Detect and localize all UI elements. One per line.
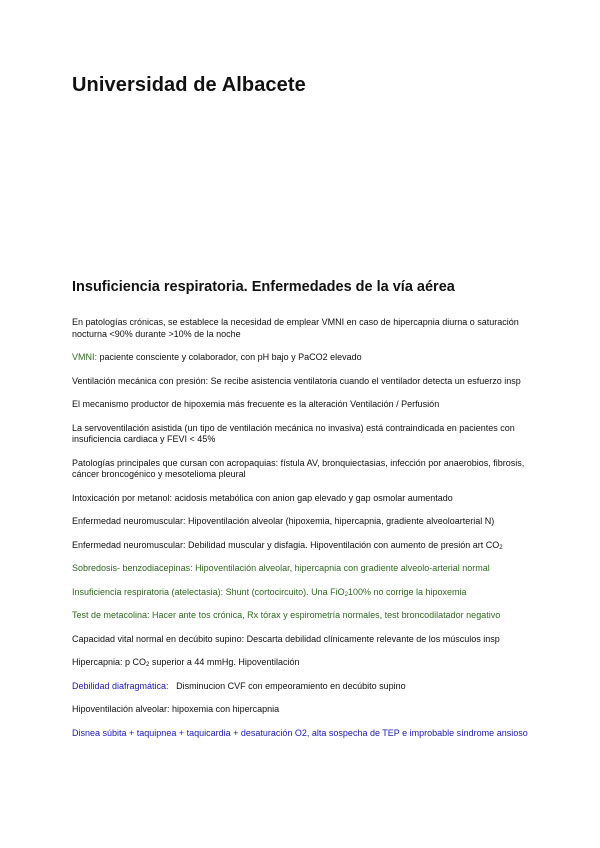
note-6: Patologías principales que cursan con acropaquias: fístula AV, bronquiectasias, infección por anaerobios, fibrosis, cáncer broncogénico y mesotelioma pleural xyxy=(72,457,525,479)
note-8: Enfermedad neuromuscular: Hipoventilación alveolar (hipoxemia, hipercapnia, gradiente alveoloarterial N) xyxy=(72,516,495,526)
note-9 xyxy=(72,540,532,552)
note-14-text-b: superior a 44 mmHg. Hipoventilación xyxy=(149,657,300,667)
note-9-subscript: 2 xyxy=(499,544,503,551)
note-2 xyxy=(72,352,532,364)
note-15-label: Debilidad diafragmática: xyxy=(72,680,169,691)
note-11 xyxy=(72,587,532,599)
note-15 xyxy=(72,681,532,693)
note-4: El mecanismo productor de hipoxemia más frecuente es la alteración Ventilación / Perfusión xyxy=(72,399,440,409)
note-13: Capacidad vital normal en decúbito supino: Descarta debilidad clínicamente relevante de los músculos insp xyxy=(72,633,500,644)
note-2-label: VMNI: xyxy=(72,352,98,362)
note-12: Test de metacolina: Hacer ante tos crónica, Rx tórax y espirometría normales, test broncodilatador negativo xyxy=(72,610,501,620)
notes-list xyxy=(72,317,532,751)
university-title: Universidad de Albacete xyxy=(72,74,306,96)
note-2-text: paciente consciente y colaborador, con pH bajo y PaCO2 elevado xyxy=(97,352,362,362)
note-17: Disnea súbita + taquipnea + taquicardia + desaturación O2, alta sospecha de TEP e improbable síndrome ansioso xyxy=(72,727,528,738)
note-9-text: Enfermedad neuromuscular: Debilidad muscular y disfagia. Hipoventilación con aumento de presión art CO xyxy=(72,539,500,550)
note-11-subscript: 2 xyxy=(344,591,348,598)
note-11-text-a: Insuficiencia respiratoria (atelectasia): Shunt (cortocircuito). Una FiO xyxy=(72,586,345,597)
note-16: Hipoventilación alveolar: hipoxemia con hipercapnia xyxy=(72,704,280,714)
note-15-text: Disminucion CVF con empeoramiento en decúbito supino xyxy=(168,680,406,691)
section-title: Insuficiencia respiratoria. Enfermedades de la vía aérea xyxy=(72,279,455,295)
note-3: Ventilación mecánica con presión: Se recibe asistencia ventilatoria cuando el ventilador detecta un esfuerzo insp xyxy=(72,375,521,386)
note-10: Sobredosis- benzodiacepinas: Hipoventilación alveolar, hipercapnia con gradiente alveolo-arterial normal xyxy=(72,563,490,573)
note-1: En patologías crónicas, se establece la necesidad de emplear VMNI en caso de hipercapnia diurna o saturación nocturna <90% durante >10% de la noche xyxy=(72,317,519,339)
note-11-text-b: 100% no corrige la hipoxemia xyxy=(347,586,467,597)
note-7: Intoxicación por metanol: acidosis metabólica con anion gap elevado y gap osmolar aumentado xyxy=(72,492,453,503)
note-5: La servoventilación asistida (un tipo de ventilación mecánica no invasiva) está contraindicada en pacientes con insuficiencia cardiaca y FEVI < 45% xyxy=(72,422,515,444)
note-14-subscript: 2 xyxy=(146,662,150,668)
note-14 xyxy=(72,657,532,669)
note-14-text-a: Hipercapnia: p CO xyxy=(72,657,147,667)
